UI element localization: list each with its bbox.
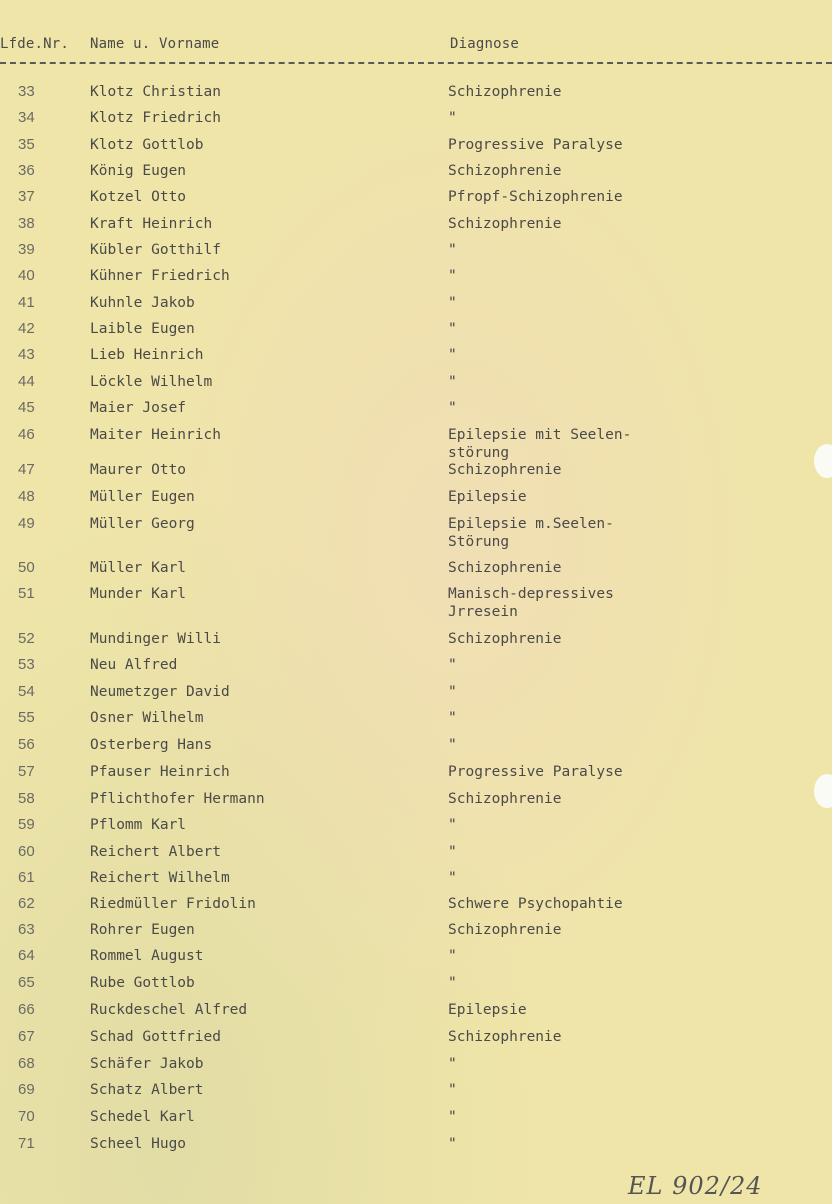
row-diagnosis: " bbox=[448, 242, 457, 258]
row-diagnosis: " bbox=[448, 295, 457, 311]
row-diagnosis: " bbox=[448, 657, 457, 673]
row-number: 45 bbox=[18, 399, 35, 416]
row-diagnosis: " bbox=[448, 1109, 457, 1125]
header-number: Lfde.Nr. bbox=[0, 36, 70, 52]
row-diagnosis: " bbox=[448, 844, 457, 860]
row-number: 47 bbox=[18, 461, 35, 478]
row-name: Reichert Wilhelm bbox=[90, 870, 230, 886]
row-number: 63 bbox=[18, 921, 35, 938]
row-number: 41 bbox=[18, 294, 35, 311]
row-name: Neu Alfred bbox=[90, 657, 178, 673]
row-diagnosis: " bbox=[448, 110, 457, 126]
row-number: 57 bbox=[18, 763, 35, 780]
row-diagnosis: " bbox=[448, 1056, 457, 1072]
row-name: Kübler Gotthilf bbox=[90, 242, 221, 258]
row-name: Rohrer Eugen bbox=[90, 922, 195, 938]
row-name: Osterberg Hans bbox=[90, 737, 213, 753]
row-name: Müller Eugen bbox=[90, 489, 195, 505]
row-number: 51 bbox=[18, 585, 35, 602]
row-name: Schad Gottfried bbox=[90, 1029, 221, 1045]
row-name: Munder Karl bbox=[90, 586, 187, 602]
row-diagnosis-continued: störung bbox=[448, 445, 510, 461]
row-diagnosis: " bbox=[448, 870, 457, 886]
row-number: 34 bbox=[18, 109, 35, 126]
row-diagnosis: " bbox=[448, 374, 457, 390]
row-name: Ruckdeschel Alfred bbox=[90, 1002, 248, 1018]
row-name: Maier Josef bbox=[90, 400, 187, 416]
row-number: 46 bbox=[18, 426, 35, 443]
row-number: 62 bbox=[18, 895, 35, 912]
row-diagnosis: " bbox=[448, 1136, 457, 1152]
row-diagnosis: Schizophrenie bbox=[448, 216, 562, 232]
row-number: 66 bbox=[18, 1001, 35, 1018]
row-diagnosis: " bbox=[448, 948, 457, 964]
row-diagnosis: Epilepsie m.Seelen- bbox=[448, 516, 614, 532]
row-number: 70 bbox=[18, 1108, 35, 1125]
row-number: 58 bbox=[18, 790, 35, 807]
row-diagnosis: " bbox=[448, 710, 457, 726]
row-diagnosis: Progressive Paralyse bbox=[448, 764, 623, 780]
header-name: Name u. Vorname bbox=[90, 36, 220, 52]
row-number: 36 bbox=[18, 162, 35, 179]
row-diagnosis: " bbox=[448, 268, 457, 284]
row-name: Schatz Albert bbox=[90, 1082, 204, 1098]
row-diagnosis: Schizophrenie bbox=[448, 462, 562, 478]
row-diagnosis: Pfropf-Schizophrenie bbox=[448, 189, 623, 205]
row-name: Kotzel Otto bbox=[90, 189, 187, 205]
row-name: Klotz Friedrich bbox=[90, 110, 221, 126]
row-number: 61 bbox=[18, 869, 35, 886]
row-number: 43 bbox=[18, 346, 35, 363]
row-diagnosis: Schizophrenie bbox=[448, 560, 562, 576]
row-name: Kraft Heinrich bbox=[90, 216, 213, 232]
archive-signature: EL 902/24 bbox=[628, 1172, 763, 1200]
row-diagnosis: " bbox=[448, 975, 457, 991]
row-number: 71 bbox=[18, 1135, 35, 1152]
row-name: Pfauser Heinrich bbox=[90, 764, 230, 780]
row-name: König Eugen bbox=[90, 163, 187, 179]
row-name: Müller Karl bbox=[90, 560, 187, 576]
row-name: Rube Gottlob bbox=[90, 975, 195, 991]
row-number: 54 bbox=[18, 683, 35, 700]
row-name: Schäfer Jakob bbox=[90, 1056, 204, 1072]
row-name: Rommel August bbox=[90, 948, 204, 964]
row-name: Lieb Heinrich bbox=[90, 347, 204, 363]
row-name: Mundinger Willi bbox=[90, 631, 221, 647]
row-number: 64 bbox=[18, 947, 35, 964]
row-name: Osner Wilhelm bbox=[90, 710, 204, 726]
row-diagnosis: Schizophrenie bbox=[448, 631, 562, 647]
row-number: 68 bbox=[18, 1055, 35, 1072]
row-number: 52 bbox=[18, 630, 35, 647]
row-number: 42 bbox=[18, 320, 35, 337]
row-diagnosis: " bbox=[448, 684, 457, 700]
row-number: 69 bbox=[18, 1081, 35, 1098]
row-number: 59 bbox=[18, 816, 35, 833]
row-name: Riedmüller Fridolin bbox=[90, 896, 256, 912]
row-number: 44 bbox=[18, 373, 35, 390]
row-number: 50 bbox=[18, 559, 35, 576]
row-diagnosis-continued: Störung bbox=[448, 534, 510, 550]
row-diagnosis: Schizophrenie bbox=[448, 84, 562, 100]
row-diagnosis: Schizophrenie bbox=[448, 163, 562, 179]
table-row bbox=[0, 426, 832, 466]
row-name: Klotz Gottlob bbox=[90, 137, 204, 153]
row-diagnosis: Schizophrenie bbox=[448, 791, 562, 807]
row-diagnosis: " bbox=[448, 321, 457, 337]
row-number: 38 bbox=[18, 215, 35, 232]
row-number: 33 bbox=[18, 83, 35, 100]
row-name: Klotz Christian bbox=[90, 84, 221, 100]
row-name: Laible Eugen bbox=[90, 321, 195, 337]
row-number: 40 bbox=[18, 267, 35, 284]
table-row bbox=[0, 1135, 832, 1175]
row-name: Kuhnle Jakob bbox=[90, 295, 195, 311]
row-number: 39 bbox=[18, 241, 35, 258]
row-diagnosis: Epilepsie bbox=[448, 1002, 527, 1018]
row-name: Maiter Heinrich bbox=[90, 427, 221, 443]
row-diagnosis: Progressive Paralyse bbox=[448, 137, 623, 153]
row-name: Pflichthofer Hermann bbox=[90, 791, 265, 807]
row-name: Schedel Karl bbox=[90, 1109, 195, 1125]
row-number: 65 bbox=[18, 974, 35, 991]
row-diagnosis: Manisch-depressives bbox=[448, 586, 614, 602]
row-number: 53 bbox=[18, 656, 35, 673]
row-name: Kühner Friedrich bbox=[90, 268, 230, 284]
row-diagnosis: Epilepsie mit Seelen- bbox=[448, 427, 632, 443]
row-name: Neumetzger David bbox=[90, 684, 230, 700]
table-row bbox=[0, 585, 832, 625]
row-diagnosis: " bbox=[448, 1082, 457, 1098]
row-name: Löckle Wilhelm bbox=[90, 374, 213, 390]
row-name: Pflomm Karl bbox=[90, 817, 187, 833]
row-number: 37 bbox=[18, 188, 35, 205]
row-name: Scheel Hugo bbox=[90, 1136, 187, 1152]
row-name: Reichert Albert bbox=[90, 844, 221, 860]
row-diagnosis-continued: Jrresein bbox=[448, 604, 518, 620]
row-name: Müller Georg bbox=[90, 516, 195, 532]
row-number: 55 bbox=[18, 709, 35, 726]
row-diagnosis: " bbox=[448, 737, 457, 753]
row-diagnosis: Schizophrenie bbox=[448, 1029, 562, 1045]
row-number: 48 bbox=[18, 488, 35, 505]
row-number: 35 bbox=[18, 136, 35, 153]
row-number: 56 bbox=[18, 736, 35, 753]
row-number: 60 bbox=[18, 843, 35, 860]
row-diagnosis: " bbox=[448, 400, 457, 416]
row-name: Maurer Otto bbox=[90, 462, 187, 478]
row-diagnosis: " bbox=[448, 817, 457, 833]
row-number: 67 bbox=[18, 1028, 35, 1045]
row-diagnosis: " bbox=[448, 347, 457, 363]
row-diagnosis: Schwere Psychopahtie bbox=[448, 896, 623, 912]
row-diagnosis: Schizophrenie bbox=[448, 922, 562, 938]
row-diagnosis: Epilepsie bbox=[448, 489, 527, 505]
table-row bbox=[0, 515, 832, 555]
header-diagnosis: Diagnose bbox=[450, 36, 520, 52]
row-number: 49 bbox=[18, 515, 35, 532]
